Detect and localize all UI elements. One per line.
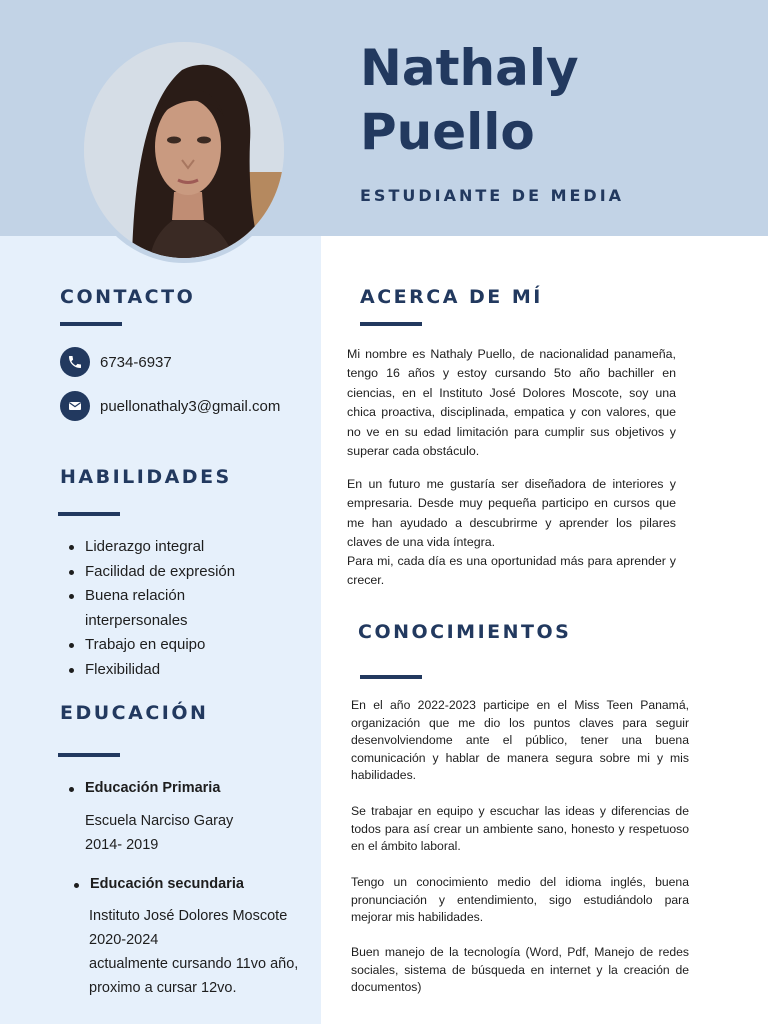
envelope-icon bbox=[60, 391, 90, 421]
education-secondary-title: Educación secundaria bbox=[90, 876, 244, 892]
education-rule bbox=[58, 753, 120, 757]
education-primary-title: Educación Primaria bbox=[85, 780, 221, 796]
about-paragraph-1: Mi nombre es Nathaly Puello, de nacionalidad panameña, tengo 16 años y estoy cursando 5to año bachiller en ciencias, en el Instituto José Dolores Moscote, soy una chica proactiva, disciplinada, empatica y con valores, que no ve en su edad limitación para cumplir sus objetivos y superar cada obstáculo. bbox=[347, 347, 676, 459]
last-name: Puello bbox=[360, 103, 535, 161]
first-name: Nathaly bbox=[360, 39, 579, 97]
profile-role: ESTUDIANTE DE MEDIA bbox=[360, 186, 625, 205]
knowledge-paragraph-4: Buen manejo de la tecnología (Word, Pdf, Manejo de redes sociales, sistema de búsqueda en internet y la creación de documentos) bbox=[351, 945, 689, 995]
about-paragraph-3: Para mi, cada día es una oportunidad más para aprender y crecer. bbox=[347, 554, 676, 588]
skill-item: Facilidad de expresión bbox=[85, 560, 235, 585]
about-heading: ACERCA DE MÍ bbox=[360, 286, 543, 308]
contact-heading: CONTACTO bbox=[60, 286, 196, 308]
skill-item: Trabajo en equipo bbox=[85, 633, 235, 658]
profile-name bbox=[360, 36, 579, 164]
education-secondary-next: proximo a cursar 12vo. bbox=[89, 980, 237, 996]
knowledge-rule bbox=[360, 675, 422, 679]
education-secondary-status: actualmente cursando 11vo año, bbox=[89, 956, 299, 972]
knowledge-heading: CONOCIMIENTOS bbox=[358, 621, 572, 643]
knowledge-paragraph-2: Se trabajar en equipo y escuchar las ideas y diferencias de todos para así crear un ambiente sano, honesto y respetuoso en el ámbito laboral. bbox=[351, 804, 689, 854]
skill-item: Liderazgo integral bbox=[85, 535, 235, 560]
phone-number[interactable]: 6734-6937 bbox=[100, 354, 172, 371]
education-primary-school: Escuela Narciso Garay bbox=[85, 813, 234, 829]
skills-rule bbox=[58, 512, 120, 516]
education-primary-years: 2014- 2019 bbox=[85, 837, 159, 853]
skill-item-continued: interpersonales bbox=[85, 611, 188, 629]
skill-item: Flexibilidad bbox=[85, 658, 235, 683]
about-paragraph-2: En un futuro me gustaría ser diseñadora de interiores y empresaria. Desde muy pequeña participo en cursos que me han ayudado a descubrirme y aprender los pilares claves de una vida íntegra. bbox=[347, 477, 676, 550]
education-secondary-years: 2020-2024 bbox=[89, 932, 159, 948]
email-address[interactable]: puellonathaly3@gmail.com bbox=[100, 398, 281, 415]
contact-rule bbox=[60, 322, 122, 326]
skills-list bbox=[85, 535, 235, 683]
knowledge-paragraph-3: Tengo un conocimiento medio del idioma inglés, buena pronunciación y entendimiento, sigo estudiándolo para mejorar mis habilidades. bbox=[351, 875, 689, 925]
knowledge-paragraph-1: En el año 2022-2023 participe en el Miss Teen Panamá, organización que me dio los puntos claves para seguir desenvolviendome ante el público, tener una buena comunicación y hablar de manera segura sobre mi y mis habilidades. bbox=[351, 698, 689, 783]
education-secondary-school: Instituto José Dolores Moscote bbox=[89, 908, 288, 924]
education-heading: EDUCACIÓN bbox=[60, 702, 209, 724]
profile-photo bbox=[84, 42, 284, 258]
about-rule bbox=[360, 322, 422, 326]
skill-item: Buena relación bbox=[85, 584, 235, 609]
skills-heading: HABILIDADES bbox=[60, 466, 232, 488]
phone-icon bbox=[60, 347, 90, 377]
